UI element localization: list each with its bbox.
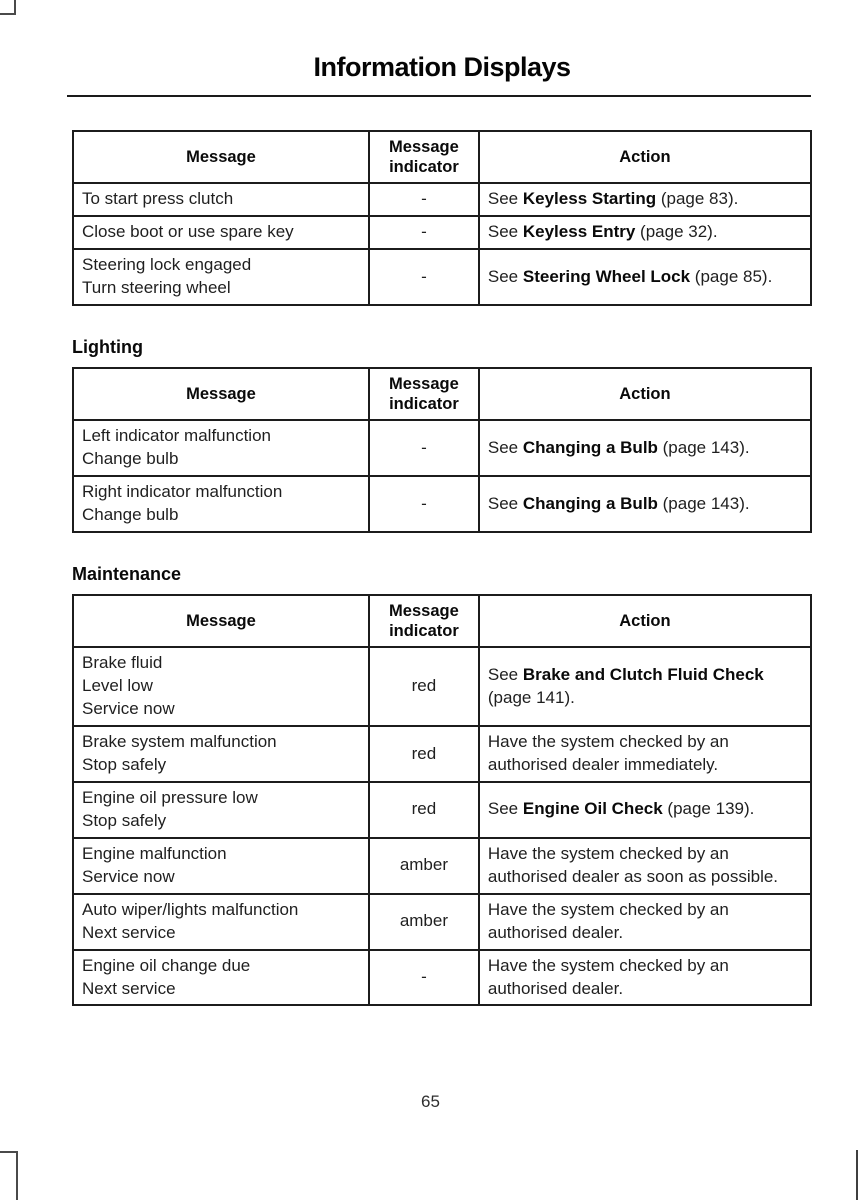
- message-cell: Left indicator malfunction Change bulb: [73, 420, 369, 476]
- indicator-cell: -: [369, 216, 479, 249]
- action-cell: Have the system checked by an authorised dealer.: [479, 950, 811, 1006]
- message-cell: Engine malfunction Service now: [73, 838, 369, 894]
- section-maintenance: [72, 564, 812, 1006]
- message-cell: Engine oil change due Next service: [73, 950, 369, 1006]
- table-row: [73, 950, 811, 1006]
- page-title: Information Displays: [313, 52, 571, 82]
- table-row: [73, 647, 811, 726]
- indicator-cell: red: [369, 647, 479, 726]
- scan-artifact-top-left: [0, 0, 16, 15]
- indicator-cell: -: [369, 249, 479, 305]
- message-cell: Engine oil pressure low Stop safely: [73, 782, 369, 838]
- message-table: [72, 594, 812, 1006]
- indicator-cell: red: [369, 726, 479, 782]
- table-row: [73, 183, 811, 216]
- indicator-cell: red: [369, 782, 479, 838]
- message-table: [72, 367, 812, 533]
- table-row: [73, 782, 811, 838]
- action-cell: See Steering Wheel Lock (page 85).: [479, 249, 811, 305]
- action-cell: Have the system checked by an authorised dealer.: [479, 894, 811, 950]
- message-cell: Close boot or use spare key: [73, 216, 369, 249]
- table-row: [73, 838, 811, 894]
- action-cell: Have the system checked by an authorised dealer as soon as possible.: [479, 838, 811, 894]
- message-cell: Right indicator malfunction Change bulb: [73, 476, 369, 532]
- section-lighting: [72, 337, 812, 533]
- column-header-action: Action: [479, 368, 811, 420]
- column-header-action: Action: [479, 131, 811, 183]
- indicator-cell: amber: [369, 894, 479, 950]
- indicator-cell: -: [369, 950, 479, 1006]
- column-header-action: Action: [479, 595, 811, 647]
- action-cell: See Changing a Bulb (page 143).: [479, 420, 811, 476]
- message-cell: Steering lock engaged Turn steering wheel: [73, 249, 369, 305]
- message-cell: To start press clutch: [73, 183, 369, 216]
- table-row: [73, 216, 811, 249]
- action-cell: See Changing a Bulb (page 143).: [479, 476, 811, 532]
- table-header-row: [73, 131, 811, 183]
- indicator-cell: -: [369, 420, 479, 476]
- column-header-message: Message: [73, 595, 369, 647]
- column-header-message: Message: [73, 368, 369, 420]
- action-cell: See Keyless Entry (page 32).: [479, 216, 811, 249]
- scan-artifact-bottom-left: [0, 1151, 18, 1200]
- table-row: [73, 726, 811, 782]
- section-heading-maintenance: Maintenance: [72, 564, 182, 584]
- indicator-cell: -: [369, 183, 479, 216]
- scan-artifact-bottom-right: [856, 1150, 858, 1200]
- column-header-indicator: Message indicator: [369, 368, 479, 420]
- message-cell: Brake fluid Level low Service now: [73, 647, 369, 726]
- section-heading-lighting: Lighting: [72, 337, 143, 357]
- table-row: [73, 249, 811, 305]
- section-keyless: [72, 130, 812, 306]
- message-cell: Brake system malfunction Stop safely: [73, 726, 369, 782]
- action-cell: See Engine Oil Check (page 139).: [479, 782, 811, 838]
- message-table: [72, 130, 812, 306]
- action-cell: Have the system checked by an authorised dealer immediately.: [479, 726, 811, 782]
- table-header-row: [73, 595, 811, 647]
- table-row: [73, 420, 811, 476]
- page-number: 65: [421, 1092, 440, 1111]
- indicator-cell: amber: [369, 838, 479, 894]
- table-row: [73, 894, 811, 950]
- indicator-cell: -: [369, 476, 479, 532]
- column-header-indicator: Message indicator: [369, 595, 479, 647]
- table-header-row: [73, 368, 811, 420]
- message-cell: Auto wiper/lights malfunction Next service: [73, 894, 369, 950]
- page-content: [72, 52, 812, 1006]
- column-header-indicator: Message indicator: [369, 131, 479, 183]
- column-header-message: Message: [73, 131, 369, 183]
- table-row: [73, 476, 811, 532]
- action-cell: See Keyless Starting (page 83).: [479, 183, 811, 216]
- action-cell: See Brake and Clutch Fluid Check (page 141).: [479, 647, 811, 726]
- title-rule: [67, 95, 811, 97]
